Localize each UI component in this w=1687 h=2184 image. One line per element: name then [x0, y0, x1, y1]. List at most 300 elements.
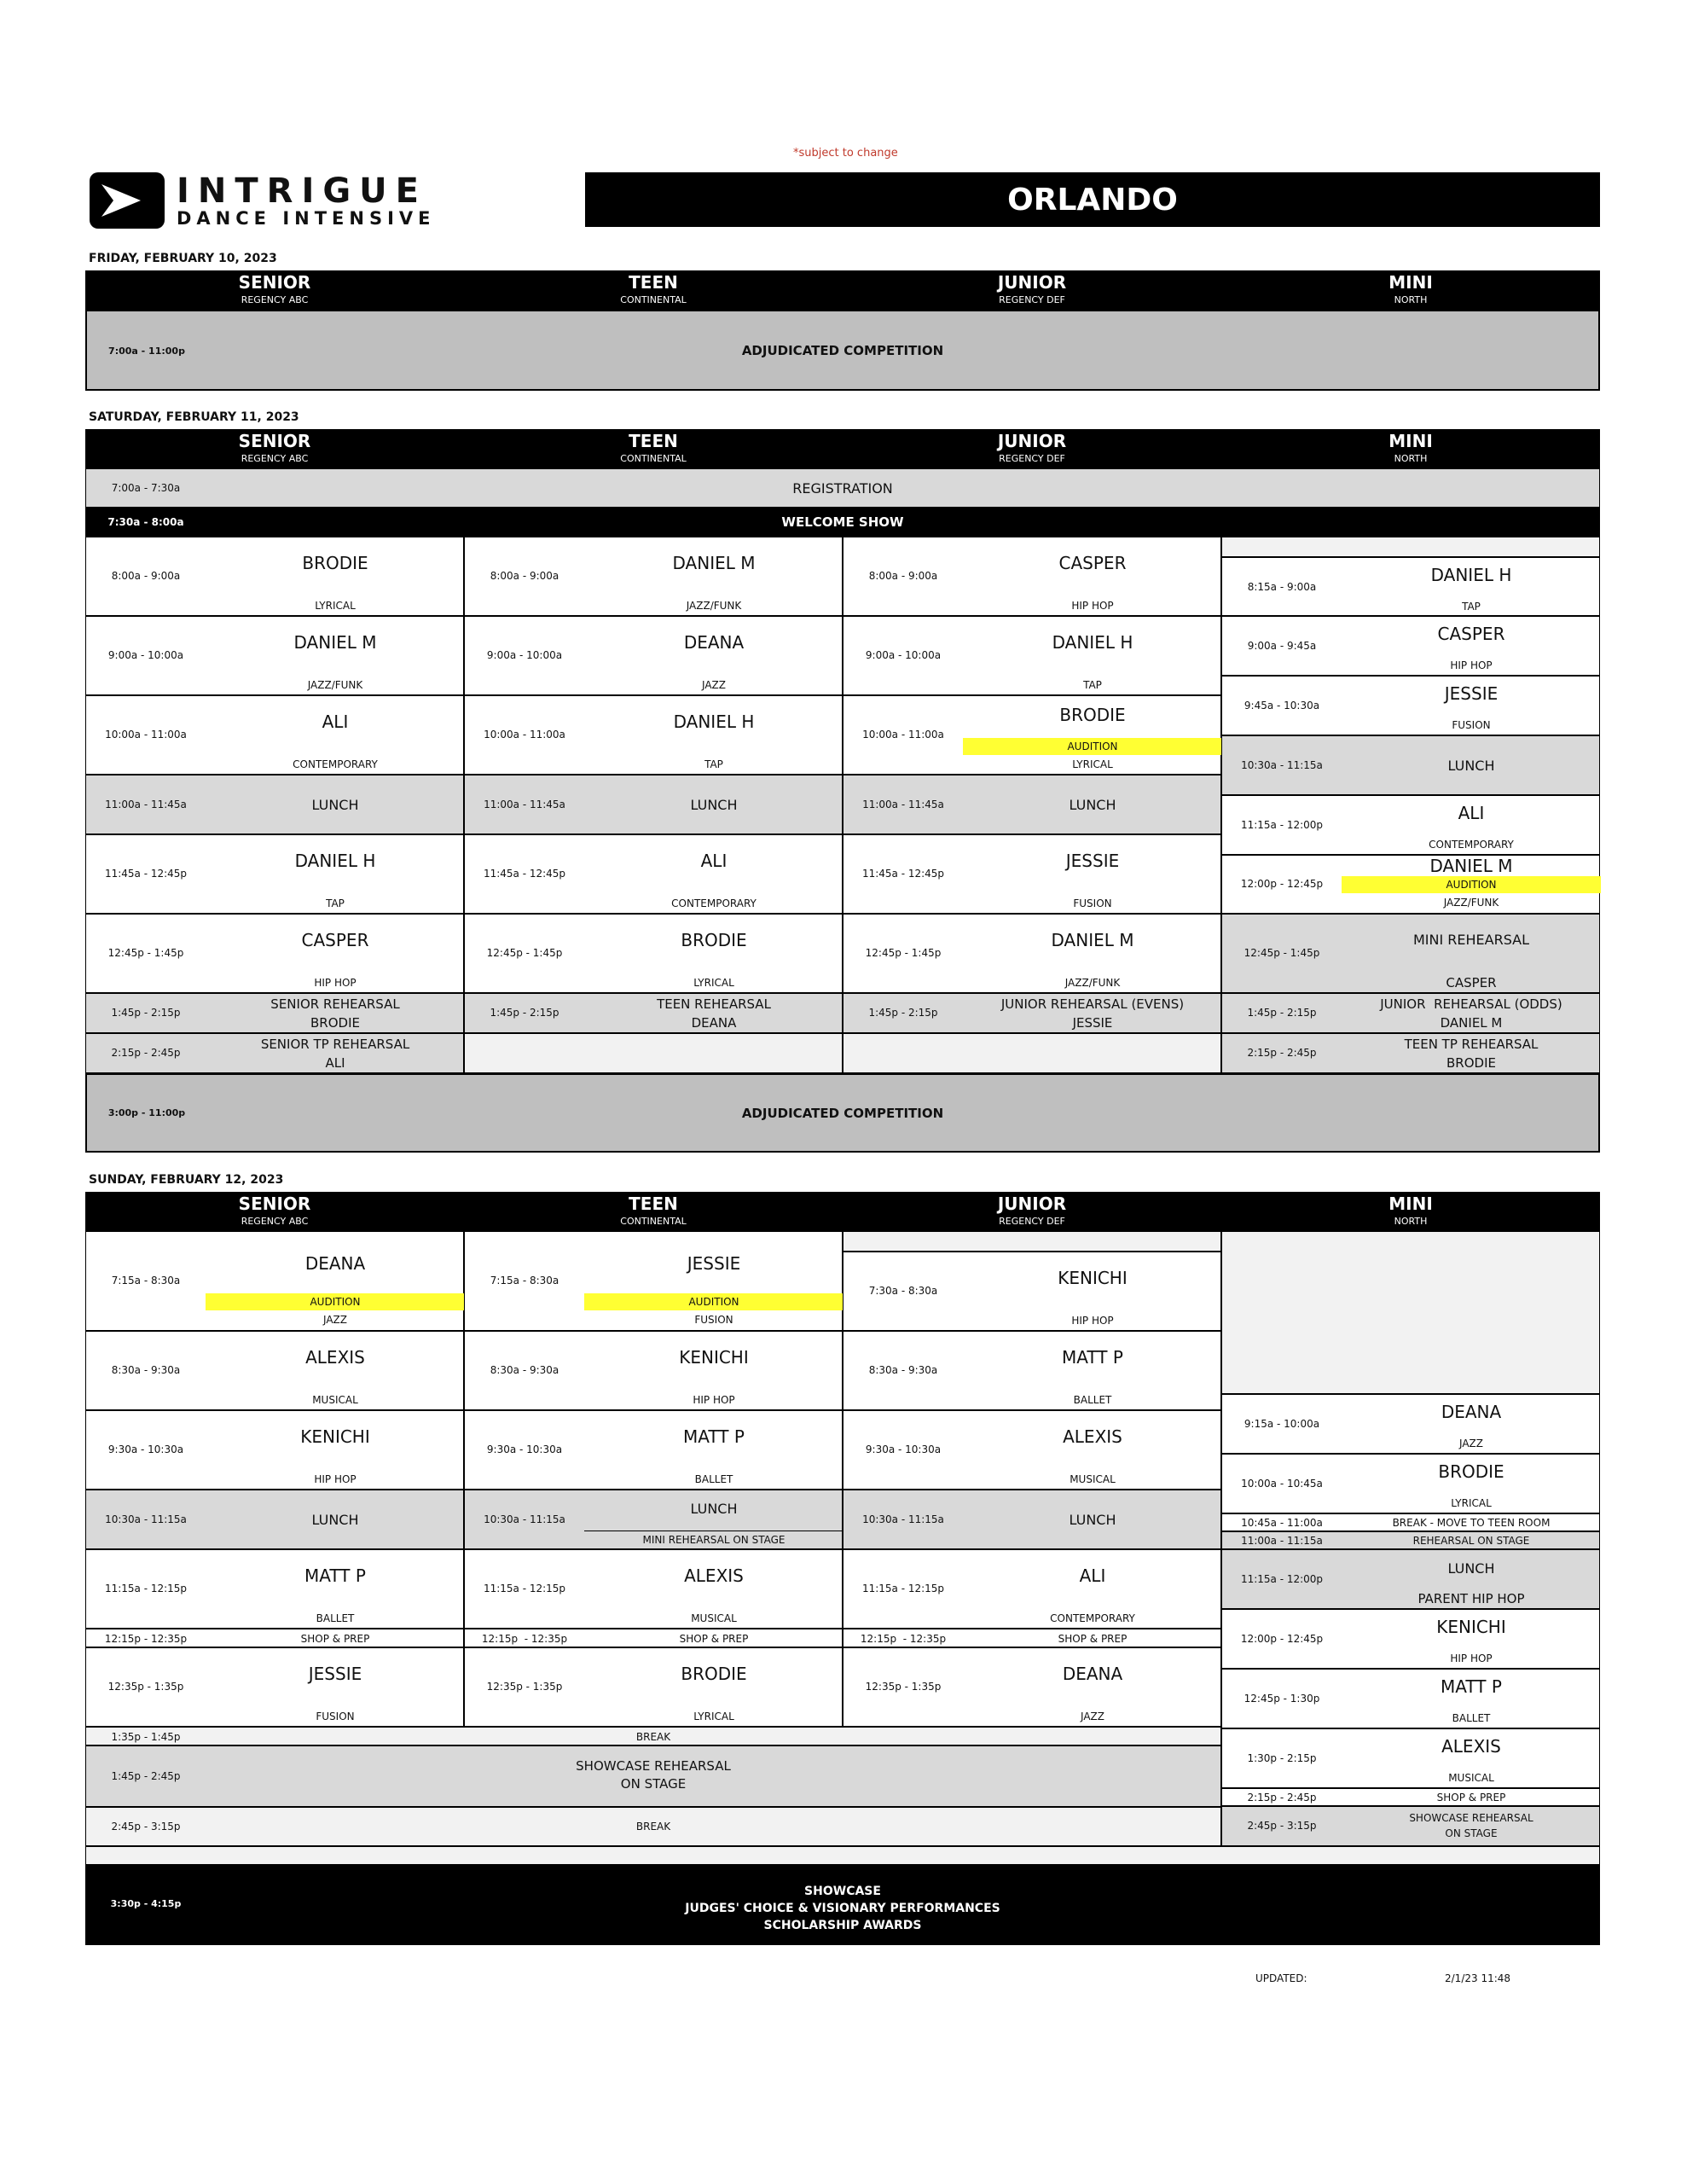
sun-mini-slot — [1221, 1394, 1600, 1454]
slot-instructor: JESSIE — [1065, 851, 1120, 871]
slot-label: REHEARSAL ON STAGE — [1412, 1535, 1530, 1547]
slot-time: 12:00p - 12:45p — [1240, 1633, 1324, 1645]
slot-label: LUNCH — [311, 1511, 359, 1528]
slot-time: 7:15a - 8:30a — [111, 1275, 181, 1287]
slot-time: 10:30a - 11:15a — [484, 1513, 565, 1525]
slot-label: LUNCH — [690, 1501, 738, 1517]
slot-instructor: DANIEL M — [1429, 856, 1513, 876]
slot-style: CONTEMPORARY — [1050, 1612, 1135, 1624]
slot-line1: JUNIOR REHEARSAL (ODDS) — [1380, 996, 1562, 1012]
slot-time: 8:15a - 9:00a — [1247, 581, 1317, 593]
sun-mini-shop-prep — [1221, 1788, 1600, 1806]
saturday-column-header — [85, 429, 1600, 468]
logo-arrow-icon — [90, 172, 165, 229]
intrigue-logo — [90, 172, 559, 229]
sat-senior-slot — [85, 834, 464, 914]
slot-time: 1:45p - 2:45p — [111, 1770, 181, 1782]
updated-label: UPDATED: — [1255, 1972, 1307, 1984]
slot-instructor: BRODIE — [681, 1664, 747, 1684]
col-mini-name: MINI — [1388, 272, 1433, 293]
sun-junior-slot — [843, 1647, 1221, 1727]
slot-style: JAZZ/FUNK — [1064, 977, 1121, 989]
slot-style: TAP — [704, 758, 723, 770]
slot-instructor: DANIEL M — [1051, 930, 1134, 950]
slot-style: BALLET — [1073, 1394, 1112, 1406]
slot-time: 1:45p - 2:15p — [111, 1007, 181, 1019]
sun-junior-slot — [843, 1549, 1221, 1629]
sat-teen-slot — [464, 914, 843, 993]
sat-mini-lunch — [1221, 735, 1600, 795]
sat-junior-slot — [843, 834, 1221, 914]
slot-instructor: MATT P — [304, 1565, 366, 1586]
slot-style: LYRICAL — [1072, 758, 1113, 770]
col-mini-name: MINI — [1388, 1194, 1433, 1214]
showcase-subtitle: JUDGES' CHOICE & VISIONARY PERFORMANCES — [685, 1902, 1000, 1915]
slot-time: 12:15p - 12:35p — [104, 1633, 188, 1645]
slot-instructor: DEANA — [683, 632, 745, 653]
slot-time: 1:35p - 1:45p — [111, 1731, 181, 1743]
sat-mini-slot — [1221, 557, 1600, 616]
slot-sublabel: PARENT HIP HOP — [1417, 1591, 1525, 1606]
slot-instructor: KENICHI — [300, 1426, 370, 1447]
slot-instructor: ALEXIS — [305, 1347, 365, 1368]
slot-instructor: DANIEL M — [293, 632, 377, 653]
slot-line2: ON STAGE — [1445, 1827, 1498, 1839]
slot-instructor: ALI — [1079, 1565, 1106, 1586]
sun-senior-slot — [85, 1331, 464, 1410]
slot-instructor: ALI — [322, 712, 349, 732]
col-mini-room: NORTH — [1394, 294, 1428, 305]
sun-mini-slot — [1221, 1609, 1600, 1669]
slot-label: SHOP & PREP — [1436, 1792, 1506, 1804]
slot-line1: SENIOR REHEARSAL — [270, 996, 400, 1012]
friday-day-label: FRIDAY, FEBRUARY 10, 2023 — [89, 252, 277, 265]
sun-mini-slot — [1221, 1454, 1600, 1513]
slot-label: LUNCH — [1069, 796, 1116, 813]
slot-instructor: JESSIE — [308, 1664, 362, 1684]
sat-senior-lunch — [85, 775, 464, 834]
slot-style: HIP HOP — [693, 1394, 735, 1406]
slot-line1: SENIOR TP REHEARSAL — [260, 1037, 410, 1052]
slot-time: 9:45a - 10:30a — [1244, 700, 1320, 712]
sat-comp-label: ADJUDICATED COMPETITION — [741, 1105, 944, 1121]
slot-instructor: KENICHI — [1058, 1268, 1128, 1288]
sat-mini-slot — [1221, 795, 1600, 855]
slot-time: 2:15p - 2:45p — [1247, 1047, 1317, 1059]
slot-style: CONTEMPORARY — [293, 758, 378, 770]
location-banner: ORLANDO — [585, 172, 1600, 227]
col-teen-name: TEEN — [629, 1194, 678, 1214]
slot-instructor: DEANA — [1441, 1402, 1502, 1422]
slot-style: LYRICAL — [1451, 1497, 1492, 1509]
slot-line1: SHOWCASE REHEARSAL — [1409, 1812, 1533, 1824]
slot-label: LUNCH — [1069, 1511, 1116, 1528]
col-mini-room: NORTH — [1394, 1216, 1428, 1227]
slot-time: 10:00a - 11:00a — [105, 729, 187, 741]
slot-instructor: BRODIE — [1438, 1461, 1504, 1482]
slot-time: 7:15a - 8:30a — [490, 1275, 559, 1287]
sun-teen-slot — [464, 1549, 843, 1629]
col-teen-room: CONTINENTAL — [620, 294, 687, 305]
slot-line1: JUNIOR REHEARSAL (EVENS) — [1000, 996, 1185, 1012]
slot-line2: DEANA — [691, 1015, 737, 1031]
slot-style: FUSION — [1452, 719, 1491, 731]
sat-teen-slot — [464, 834, 843, 914]
sun-mini-break-move — [1221, 1513, 1600, 1531]
slot-instructor: CASPER — [1437, 624, 1505, 644]
sun-junior-lunch — [843, 1490, 1221, 1549]
slot-time: 11:00a - 11:45a — [862, 799, 944, 810]
col-junior-name: JUNIOR — [997, 272, 1067, 293]
col-senior-room: REGENCY ABC — [241, 1216, 309, 1227]
sun-senior-slot — [85, 1410, 464, 1490]
slot-line1: SHOWCASE REHEARSAL — [576, 1758, 731, 1774]
sun-teen-lunch — [464, 1490, 843, 1549]
slot-instructor: DEANA — [304, 1253, 366, 1274]
slot-label: LUNCH — [1447, 757, 1495, 774]
slot-line1: TEEN TP REHEARSAL — [1404, 1037, 1539, 1052]
slot-time: 10:45a - 11:00a — [1241, 1517, 1323, 1529]
sat-junior-rehearsal — [843, 993, 1221, 1033]
col-junior-room: REGENCY DEF — [999, 453, 1065, 464]
slot-label: LUNCH — [690, 796, 738, 813]
slot-style: BALLET — [1452, 1712, 1491, 1724]
sun-junior-shop-prep — [843, 1629, 1221, 1647]
sun-senior-slot-audition — [85, 1231, 464, 1331]
saturday-competition-row — [85, 1073, 1600, 1153]
slot-style: HIP HOP — [1450, 1653, 1493, 1664]
col-mini-room: NORTH — [1394, 453, 1428, 464]
friday-time: 7:00a - 11:00p — [108, 346, 185, 357]
slot-instructor: DANIEL H — [673, 712, 755, 732]
slot-label: LUNCH — [1447, 1560, 1495, 1577]
sun-junior-slot — [843, 1331, 1221, 1410]
sat-junior-slot — [843, 616, 1221, 695]
col-mini-name: MINI — [1388, 431, 1433, 451]
sun-teen-slot — [464, 1410, 843, 1490]
slot-instructor: JESSIE — [1444, 683, 1499, 704]
slot-style: FUSION — [694, 1314, 733, 1326]
slot-label: BREAK — [635, 1821, 671, 1833]
audition-tag: AUDITION — [1342, 876, 1601, 893]
sun-teen-slot-audition — [464, 1231, 843, 1331]
logo-word-dance-intensive: DANCE INTENSIVE — [177, 207, 436, 229]
col-junior-room: REGENCY DEF — [999, 1216, 1065, 1227]
showcase-time: 3:30p - 4:15p — [110, 1898, 182, 1909]
sun-mini-showcase-rehearsal — [1221, 1806, 1600, 1846]
sun-teen-slot — [464, 1647, 843, 1727]
col-senior-name: SENIOR — [238, 272, 311, 293]
slot-time: 2:45p - 3:15p — [111, 1821, 181, 1833]
slot-time: 1:45p - 2:15p — [1247, 1007, 1317, 1019]
sun-senior-lunch — [85, 1490, 464, 1549]
friday-event: ADJUDICATED COMPETITION — [741, 342, 944, 358]
slot-time: 10:00a - 11:00a — [484, 729, 565, 741]
slot-style: HIP HOP — [1071, 1315, 1114, 1327]
slot-time: 10:00a - 10:45a — [1241, 1478, 1323, 1490]
sunday-day-label: SUNDAY, FEBRUARY 12, 2023 — [89, 1173, 284, 1187]
slot-instructor: DANIEL H — [1052, 632, 1133, 653]
logo-word-intrigue: INTRIGUE — [177, 171, 427, 211]
slot-style: HIP HOP — [314, 977, 357, 989]
col-senior-room: REGENCY ABC — [241, 294, 309, 305]
slot-instructor: ALEXIS — [1441, 1736, 1501, 1757]
slot-instructor: JESSIE — [687, 1253, 741, 1274]
slot-instructor: ALI — [700, 851, 728, 871]
slot-label: BREAK - MOVE TO TEEN ROOM — [1392, 1517, 1551, 1529]
sunday-column-header — [85, 1192, 1600, 1231]
slot-label: SHOP & PREP — [300, 1633, 370, 1645]
slot-line2: BRODIE — [310, 1015, 360, 1031]
slot-time: 9:30a - 10:30a — [865, 1443, 942, 1455]
slot-style: TAP — [1083, 679, 1102, 691]
sat-senior-slot — [85, 914, 464, 993]
sat-teen-lunch — [464, 775, 843, 834]
slot-time: 11:15a - 12:00p — [1240, 819, 1324, 831]
slot-time: 2:15p - 2:45p — [111, 1047, 181, 1059]
slot-style: JAZZ — [1081, 1711, 1104, 1722]
slot-time: 11:15a - 12:15p — [104, 1583, 188, 1594]
slot-line2: ALI — [325, 1055, 345, 1071]
sat-mini-slot-audition — [1221, 855, 1600, 914]
slot-style: MUSICAL — [1448, 1772, 1494, 1784]
sat-junior-slot-audition — [843, 695, 1221, 775]
sat-senior-slot — [85, 695, 464, 775]
slot-label: SHOP & PREP — [1058, 1633, 1128, 1645]
slot-time: 12:35p - 1:35p — [865, 1681, 942, 1693]
sun-mini-slot — [1221, 1669, 1600, 1728]
slot-style: TAP — [1462, 601, 1481, 613]
slot-instructor: CASPER — [301, 930, 369, 950]
slot-instructor: MATT P — [683, 1426, 745, 1447]
sun-teen-shop-prep — [464, 1629, 843, 1647]
slot-time: 8:30a - 9:30a — [490, 1364, 559, 1376]
sat-senior-slot — [85, 616, 464, 695]
sun-spacer-row — [85, 1846, 1600, 1865]
slot-time: 9:00a - 10:00a — [865, 649, 942, 661]
slot-line2: BRODIE — [1446, 1055, 1496, 1071]
sat-junior-slot — [843, 914, 1221, 993]
slot-time: 2:45p - 3:15p — [1247, 1820, 1317, 1832]
col-teen-name: TEEN — [629, 272, 678, 293]
slot-time: 12:45p - 1:45p — [486, 947, 563, 959]
audition-tag: AUDITION — [206, 1293, 465, 1310]
saturday-welcome-row — [85, 508, 1600, 537]
slot-style: HIP HOP — [1450, 659, 1493, 671]
slot-style: JAZZ/FUNK — [686, 600, 742, 612]
sat-teen-slot — [464, 537, 843, 616]
sun-junior-slot — [843, 1410, 1221, 1490]
showcase-awards: SCHOLARSHIP AWARDS — [763, 1919, 922, 1932]
slot-style: MUSICAL — [312, 1394, 358, 1406]
subject-to-change-note: *subject to change — [793, 147, 898, 160]
sun-break-row — [85, 1727, 1221, 1745]
slot-time: 9:00a - 10:00a — [486, 649, 563, 661]
registration-time: 7:00a - 7:30a — [111, 482, 181, 494]
sat-junior-slot — [843, 537, 1221, 616]
col-junior-room: REGENCY DEF — [999, 294, 1065, 305]
friday-column-header — [85, 270, 1600, 310]
slot-line1: MINI REHEARSAL — [1412, 932, 1530, 948]
slot-time: 10:30a - 11:15a — [862, 1513, 944, 1525]
showcase-row — [85, 1865, 1600, 1945]
slot-time: 9:30a - 10:30a — [486, 1443, 563, 1455]
sat-mini-teen-tp-rehearsal — [1221, 1033, 1600, 1073]
showcase-title: SHOWCASE — [804, 1885, 881, 1898]
slot-time: 12:45p - 1:45p — [1244, 947, 1320, 959]
col-senior-name: SENIOR — [238, 1194, 311, 1214]
slot-time: 9:00a - 9:45a — [1247, 640, 1317, 652]
col-teen-name: TEEN — [629, 431, 678, 451]
slot-instructor: MATT P — [1062, 1347, 1123, 1368]
slot-time: 8:00a - 9:00a — [111, 570, 181, 582]
slot-time: 8:30a - 9:30a — [868, 1364, 938, 1376]
sat-senior-slot — [85, 537, 464, 616]
sat-junior-empty — [843, 1033, 1221, 1073]
sun-senior-shop-prep — [85, 1629, 464, 1647]
slot-instructor: ALEXIS — [1063, 1426, 1122, 1447]
slot-style: JAZZ — [323, 1314, 347, 1326]
sun-mini-lunch — [1221, 1549, 1600, 1609]
welcome-label: WELCOME SHOW — [781, 514, 904, 530]
slot-time: 11:45a - 12:45p — [104, 868, 188, 880]
sat-teen-rehearsal — [464, 993, 843, 1033]
sat-mini-rehearsal — [1221, 914, 1600, 993]
sun-mini-empty — [1221, 1231, 1600, 1394]
sun-mini-rehearsal-on-stage — [1221, 1531, 1600, 1549]
slot-time: 9:15a - 10:00a — [1244, 1418, 1320, 1430]
slot-time: 12:45p - 1:30p — [1244, 1693, 1320, 1705]
slot-label: LUNCH — [311, 796, 359, 813]
slot-style: JAZZ/FUNK — [307, 679, 363, 691]
slot-instructor: DANIEL M — [672, 553, 756, 573]
slot-style: MUSICAL — [1070, 1473, 1116, 1485]
slot-style: TAP — [326, 897, 345, 909]
slot-instructor: ALI — [1458, 803, 1485, 823]
slot-time: 12:15p - 12:35p — [481, 1633, 568, 1645]
slot-line2: CASPER — [1446, 975, 1497, 990]
slot-style: FUSION — [1073, 897, 1112, 909]
sun-showcase-rehearsal-row — [85, 1745, 1221, 1807]
slot-line2: JESSIE — [1072, 1015, 1113, 1031]
slot-time: 1:45p - 2:15p — [868, 1007, 938, 1019]
slot-style: BALLET — [694, 1473, 733, 1485]
slot-style: LYRICAL — [693, 1711, 734, 1722]
slot-time: 2:15p - 2:45p — [1247, 1792, 1317, 1804]
sat-mini-spacer — [1221, 537, 1600, 557]
slot-time: 7:30a - 8:30a — [868, 1285, 938, 1297]
slot-time: 12:15p - 12:35p — [860, 1633, 947, 1645]
welcome-time: 7:30a - 8:00a — [107, 516, 184, 528]
sun-senior-slot — [85, 1549, 464, 1629]
sun-junior-slot — [843, 1252, 1221, 1331]
slot-time: 12:35p - 1:35p — [486, 1681, 563, 1693]
slot-label: BREAK — [635, 1731, 671, 1743]
sun-mini-slot — [1221, 1728, 1600, 1788]
slot-line1: TEEN REHEARSAL — [657, 996, 771, 1012]
slot-label: SHOP & PREP — [679, 1633, 749, 1645]
audition-tag: AUDITION — [584, 1293, 844, 1310]
sat-teen-slot — [464, 695, 843, 775]
slot-style: HIP HOP — [314, 1473, 357, 1485]
sat-mini-slot — [1221, 676, 1600, 735]
slot-style: LYRICAL — [315, 600, 356, 612]
slot-time: 12:00p - 12:45p — [1240, 878, 1324, 890]
slot-instructor: DANIEL H — [1430, 565, 1512, 585]
slot-instructor: KENICHI — [1436, 1617, 1506, 1637]
slot-time: 10:30a - 11:15a — [1241, 759, 1323, 771]
slot-style: JAZZ/FUNK — [1443, 897, 1499, 909]
registration-label: REGISTRATION — [792, 479, 893, 497]
col-senior-name: SENIOR — [238, 431, 311, 451]
slot-time: 11:00a - 11:45a — [484, 799, 565, 810]
slot-instructor: BRODIE — [302, 553, 368, 573]
slot-time: 11:45a - 12:45p — [861, 868, 945, 880]
slot-instructor: DANIEL H — [294, 851, 376, 871]
slot-style: JAZZ — [702, 679, 726, 691]
slot-style: BALLET — [316, 1612, 355, 1624]
col-junior-name: JUNIOR — [997, 1194, 1067, 1214]
slot-style: HIP HOP — [1071, 600, 1114, 612]
slot-time: 10:00a - 11:00a — [862, 729, 944, 741]
slot-time: 12:45p - 1:45p — [865, 947, 942, 959]
slot-style: FUSION — [316, 1711, 355, 1722]
friday-competition-row — [85, 310, 1600, 391]
col-junior-name: JUNIOR — [997, 431, 1067, 451]
slot-instructor: BRODIE — [681, 930, 747, 950]
sat-teen-slot — [464, 616, 843, 695]
sat-senior-tp-rehearsal — [85, 1033, 464, 1073]
slot-line2: DANIEL M — [1440, 1015, 1503, 1031]
slot-time: 8:00a - 9:00a — [490, 570, 559, 582]
slot-time: 11:15a - 12:15p — [483, 1583, 566, 1594]
slot-style: MUSICAL — [691, 1612, 737, 1624]
sat-senior-rehearsal — [85, 993, 464, 1033]
saturday-registration-row — [85, 468, 1600, 508]
sun-senior-slot — [85, 1647, 464, 1727]
sat-teen-empty — [464, 1033, 843, 1073]
sat-junior-lunch — [843, 775, 1221, 834]
slot-instructor: KENICHI — [679, 1347, 749, 1368]
slot-style: LYRICAL — [693, 977, 734, 989]
slot-time: 12:45p - 1:45p — [107, 947, 184, 959]
slot-time: 9:30a - 10:30a — [107, 1443, 184, 1455]
slot-time: 9:00a - 10:00a — [107, 649, 184, 661]
sun-teen-slot — [464, 1331, 843, 1410]
slot-time: 11:00a - 11:45a — [105, 799, 187, 810]
col-teen-room: CONTINENTAL — [620, 1216, 687, 1227]
col-teen-room: CONTINENTAL — [620, 453, 687, 464]
slot-line2: ON STAGE — [620, 1776, 687, 1792]
slot-time: 10:30a - 11:15a — [105, 1513, 187, 1525]
slot-instructor: CASPER — [1058, 553, 1127, 573]
col-senior-room: REGENCY ABC — [241, 453, 309, 464]
updated-value: 2/1/23 11:48 — [1445, 1972, 1511, 1984]
sat-mini-slot — [1221, 616, 1600, 676]
slot-style: CONTEMPORARY — [671, 897, 757, 909]
slot-sublabel: MINI REHEARSAL ON STAGE — [642, 1534, 786, 1546]
slot-time: 8:00a - 9:00a — [868, 570, 938, 582]
sun-junior-spacer — [843, 1231, 1221, 1252]
saturday-day-label: SATURDAY, FEBRUARY 11, 2023 — [89, 410, 299, 424]
slot-instructor: ALEXIS — [684, 1565, 744, 1586]
sun-break2-row — [85, 1807, 1221, 1846]
slot-instructor: BRODIE — [1059, 705, 1126, 725]
sat-comp-time: 3:00p - 11:00p — [107, 1107, 186, 1118]
slot-instructor: DEANA — [1062, 1664, 1123, 1684]
slot-time: 11:00a - 11:15a — [1241, 1535, 1323, 1547]
slot-instructor: MATT P — [1441, 1676, 1502, 1697]
